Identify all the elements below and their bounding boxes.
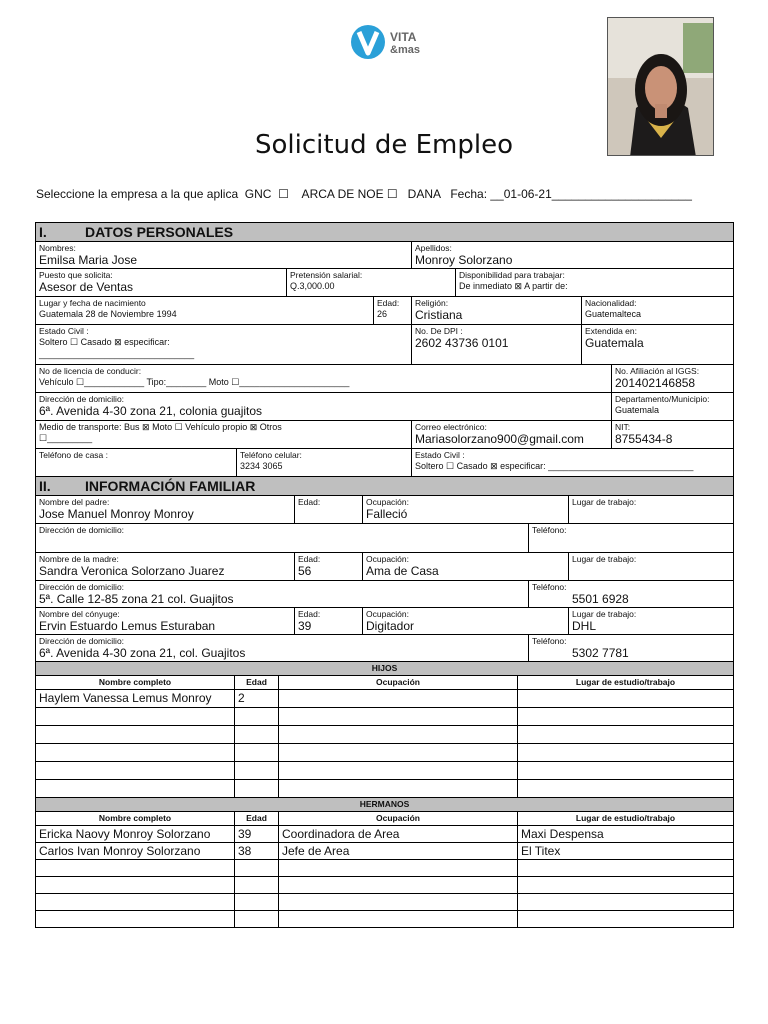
dpi-field[interactable]: No. De DPI : 2602 43736 0101 [412,325,582,365]
logo-text-vita: VITA [390,30,417,44]
page-title: Solicitud de Empleo [255,130,513,160]
hermano-row-ocupacion[interactable]: Coordinadora de Area [279,826,518,843]
hermano-row-edad[interactable] [235,894,279,911]
conyuge-lugar-field[interactable]: Lugar de trabajo: DHL [569,608,734,635]
direccion-field[interactable]: Dirección de domicilio: 6ª. Avenida 4-30 zona 21, colonia guajitos [36,393,612,421]
transporte-field[interactable]: Medio de transporte: Bus ⊠ Moto ☐ Vehículo propio ⊠ Otros ☐_________ [36,421,412,449]
hijo-row-nombre[interactable] [36,708,235,726]
hijo-row-edad[interactable]: 2 [235,690,279,708]
hermanos-col-edad: Edad [235,812,279,826]
hijo-row [36,744,734,762]
telefono-casa-field[interactable]: Teléfono de casa : [36,449,237,477]
company-logo [350,22,440,62]
licencia-field[interactable]: No de licencia de conducir: Vehículo ☐____________ Tipo:________ Moto ☐______________________ [36,365,612,393]
hermano-row-lugar[interactable] [518,877,734,894]
puesto-field[interactable]: Puesto que solicita: Asesor de Ventas [36,269,287,297]
madre-ocupacion-field[interactable]: Ocupación: Ama de Casa [363,553,569,581]
hermano-row-nombre[interactable] [36,894,235,911]
iggs-field[interactable]: No. Afiliación al IGGS: 201402146858 [612,365,734,393]
hijo-row-ocupacion[interactable] [279,780,518,798]
estado-civil-field[interactable]: Estado Civil : Soltero ☐ Casado ⊠ especificar: _______________________________ [36,325,412,365]
conyuge-nombre-field[interactable]: Nombre del cónyuge: Ervin Estuardo Lemus Esturaban [36,608,295,635]
hijo-row-lugar[interactable] [518,708,734,726]
hermano-row-edad[interactable]: 38 [235,843,279,860]
departamento-field[interactable]: Departamento/Municipio: Guatemala [612,393,734,421]
hijos-rows [36,690,734,798]
hijos-col-edad: Edad [235,676,279,690]
hermano-row [36,911,734,928]
hijo-row-lugar[interactable] [518,762,734,780]
hermano-row-lugar[interactable]: El Titex [518,843,734,860]
hermano-row-nombre[interactable]: Ericka Naovy Monroy Solorzano [36,826,235,843]
hermanos-col-lugar: Lugar de estudio/trabajo [518,812,734,826]
hermanos-header: HERMANOS [36,798,734,812]
hermano-row [36,843,734,860]
application-form [35,222,733,928]
hermano-row-lugar[interactable]: Maxi Despensa [518,826,734,843]
pretension-field[interactable]: Pretensión salarial: Q.3,000.00 [287,269,456,297]
hijo-row-edad[interactable] [235,726,279,744]
hijo-row-nombre[interactable] [36,744,235,762]
hermano-row-ocupacion[interactable] [279,894,518,911]
extendida-field[interactable]: Extendida en: Guatemala [582,325,734,365]
hermano-row-ocupacion[interactable] [279,877,518,894]
hijo-row-lugar[interactable] [518,744,734,762]
apellidos-field[interactable]: Apellidos: Monroy Solorzano [412,242,734,269]
family-info-table [35,476,734,662]
hijo-row-edad[interactable] [235,708,279,726]
logo-text-mas: &mas [390,44,420,56]
hijo-row-lugar[interactable] [518,780,734,798]
company-selection-line: Seleccione la empresa a la que aplica GNC ☐ ARCA DE NOE ☐ DANA Fecha: __01-06-21_____________________ [36,187,692,201]
hermano-row-lugar[interactable] [518,911,734,928]
hermanos-col-nombre: Nombre completo [36,812,235,826]
madre-nombre-field[interactable]: Nombre de la madre: Sandra Veronica Solorzano Juarez [36,553,295,581]
section-header-personal: I. DATOS PERSONALES [36,223,734,242]
hijos-col-lugar: Lugar de estudio/trabajo [518,676,734,690]
hijo-row [36,708,734,726]
madre-edad-field[interactable]: Edad: 56 [295,553,363,581]
hijo-row [36,762,734,780]
hijos-header: HIJOS [36,662,734,676]
hijo-row-ocupacion[interactable] [279,762,518,780]
hermano-row-nombre[interactable] [36,911,235,928]
hermano-row-nombre[interactable]: Carlos Ivan Monroy Solorzano [36,843,235,860]
hermano-row-lugar[interactable] [518,860,734,877]
hijos-col-nombre: Nombre completo [36,676,235,690]
hermanos-col-ocupacion: Ocupación [279,812,518,826]
hermano-row-nombre[interactable] [36,860,235,877]
correo-field[interactable]: Correo electrónico: Mariasolorzano900@gmail.com [412,421,612,449]
padre-direccion-field[interactable]: Dirección de domicilio: [36,524,529,553]
hermanos-rows [36,826,734,928]
hermanos-table [35,797,734,928]
hijo-row-lugar[interactable] [518,690,734,708]
hermano-row [36,894,734,911]
personal-data-table [35,222,734,477]
hermano-row-edad[interactable] [235,860,279,877]
hijo-row-nombre[interactable]: Haylem Vanessa Lemus Monroy [36,690,235,708]
hijos-col-ocupacion: Ocupación [279,676,518,690]
padre-edad-field[interactable]: Edad: [295,496,363,524]
religion-field[interactable]: Religión: Cristiana [412,297,582,325]
hermano-row-edad[interactable] [235,911,279,928]
padre-telefono-field[interactable]: Teléfono: [529,524,734,553]
conyuge-ocupacion-field[interactable]: Ocupación: Digitador [363,608,569,635]
hermano-row-ocupacion[interactable]: Jefe de Area [279,843,518,860]
conyuge-direccion-field[interactable]: Dirección de domicilio: 6ª. Avenida 4-30 zona 21, col. Guajitos [36,635,529,662]
nit-field[interactable]: NIT: 8755434-8 [612,421,734,449]
hijo-row-nombre[interactable] [36,780,235,798]
hermano-row-edad[interactable]: 39 [235,826,279,843]
lugar-fecha-nacimiento-field[interactable]: Lugar y fecha de nacimiento Guatemala 28 de Noviembre 1994 [36,297,374,325]
padre-nombre-field[interactable]: Nombre del padre: Jose Manuel Monroy Monroy [36,496,295,524]
hijo-row-edad[interactable] [235,780,279,798]
hijo-row-ocupacion[interactable] [279,744,518,762]
hermano-row-lugar[interactable] [518,894,734,911]
hijo-row [36,780,734,798]
edad-field[interactable]: Edad: 26 [374,297,412,325]
hermano-row-ocupacion[interactable] [279,860,518,877]
hijo-row-ocupacion[interactable] [279,690,518,708]
conyuge-edad-field[interactable]: Edad: 39 [295,608,363,635]
hermano-row-nombre[interactable] [36,877,235,894]
hijo-row [36,726,734,744]
hermano-row [36,826,734,843]
nacionalidad-field[interactable]: Nacionalidad: Guatemalteca [582,297,734,325]
hermano-row [36,877,734,894]
nombres-field[interactable]: Nombres: Emilsa Maria Jose [36,242,412,269]
madre-telefono-field[interactable]: Teléfono: 5501 6928 [529,581,734,608]
telefono-celular-field[interactable]: Teléfono celular: 3234 3065 [237,449,412,477]
estado-civil-2-field[interactable]: Estado Civil : Soltero ☐ Casado ⊠ especificar: _____________________________ [412,449,734,477]
padre-ocupacion-field[interactable]: Ocupación: Falleció [363,496,569,524]
hermano-row [36,860,734,877]
madre-lugar-field[interactable]: Lugar de trabajo: [569,553,734,581]
hijo-row [36,690,734,708]
hijo-row-nombre[interactable] [36,762,235,780]
madre-direccion-field[interactable]: Dirección de domicilio: 5ª. Calle 12-85 zona 21 col. Guajitos [36,581,529,608]
hijo-row-edad[interactable] [235,762,279,780]
hermano-row-edad[interactable] [235,877,279,894]
hijo-row-ocupacion[interactable] [279,726,518,744]
conyuge-telefono-field[interactable]: Teléfono: 5302 7781 [529,635,734,662]
hermano-row-ocupacion[interactable] [279,911,518,928]
padre-lugar-field[interactable]: Lugar de trabajo: [569,496,734,524]
hijos-table [35,661,734,798]
section-header-family: II. INFORMACIÓN FAMILIAR [36,477,734,496]
hijo-row-lugar[interactable] [518,726,734,744]
hijo-row-edad[interactable] [235,744,279,762]
hijo-row-ocupacion[interactable] [279,708,518,726]
hijo-row-nombre[interactable] [36,726,235,744]
disponibilidad-field[interactable]: Disponibilidad para trabajar: De inmediato ⊠ A partir de: [456,269,734,297]
